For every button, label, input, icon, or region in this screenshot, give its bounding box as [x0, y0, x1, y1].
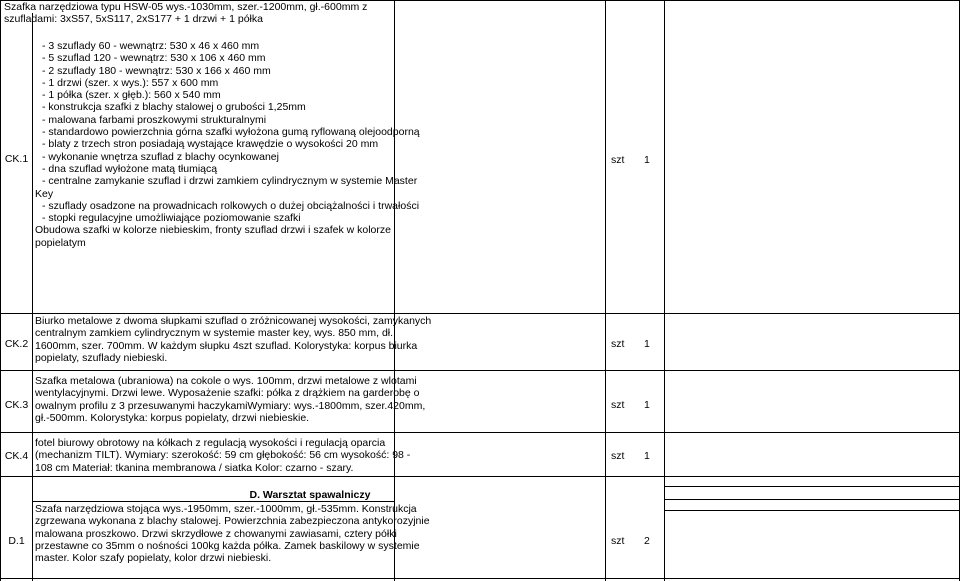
desc-line: master. Kolor szafy popielaty, kolor drzwi niebieski. [35, 552, 272, 565]
desc-line: zgrzewana wykonana z blachy stalowej. Powierzchnia zabezpieczona antykorozyjnie [35, 515, 430, 528]
section-title: D. Warsztat spawalniczy [249, 489, 371, 501]
desc-line: Key [35, 187, 54, 200]
desc-line: - malowana farbami proszkowymi strukturalnymi [42, 113, 267, 126]
item-qty: 1 [644, 450, 650, 462]
col-divider-code [32, 13, 33, 581]
desc-line: - 1 drzwi (szer. x wys.): 557 x 600 mm [42, 76, 219, 89]
desc-line: - stopki regulacyjne umożliwiające poziomowanie szafki [42, 212, 301, 225]
item-code: D.1 [8, 535, 25, 547]
item-description [35, 315, 431, 364]
desc-line: przestawne co 35mm o nośności 100kg każda półka. Zamek baskilowy w systemie [35, 539, 420, 552]
item-qty: 1 [644, 399, 650, 411]
border-bottom [0, 578, 960, 579]
desc-line: - konstrukcja szafki z blachy stalowej o grubości 1,25mm [42, 101, 306, 114]
desc-line: - 1 półka (szer. x głęb.): 560 x 540 mm [42, 89, 221, 102]
desc-line: Szafa narzędziowa stojąca wys.-1950mm, szer.-1000mm, gł.-535mm. Konstrukcja [35, 503, 417, 515]
item-qty: 2 [644, 535, 650, 547]
top-line: Szafka narzędziowa typu HSW-05 wys.-1030mm, szer.-1200mm, gł.-600mm z [4, 1, 368, 13]
desc-line: malowana proszkowo. Drzwi skrzydłowe z chowanymi zawiasami, cztery półki [35, 527, 397, 540]
top-description [4, 1, 367, 26]
right-strip-line [664, 486, 960, 487]
desc-line: - wykonanie wnętrza szuflad z blachy ocynkowanej [42, 150, 279, 163]
desc-line: - blaty z trzech stron posiadają wystające krawędzie o wysokości 20 mm [42, 138, 379, 151]
desc-line: wentylacyjnymi. Drzwi lewe. Wyposażenie szafki: półka z drążkiem na garderobę o [35, 387, 420, 400]
desc-line: fotel biurowy obrotowy na kółkach z regulacją wysokości i regulacją oparcia [35, 437, 386, 449]
desc-line: gł.-500mm. Kolorystyka: korpus popielaty, drzwi niebieskie. [35, 411, 310, 424]
desc-line: Szafka metalowa (ubraniowa) na cokole o wys. 100mm, drzwi metalowe z wlotami [35, 375, 417, 387]
item-qty: 1 [644, 154, 650, 166]
item-unit: szt [611, 338, 625, 350]
desc-line: Obudowa szafki w kolorze niebieskim, fronty szuflad drzwi i szafek w kolorze [35, 224, 391, 237]
row-divider-4 [0, 476, 960, 477]
item-description [35, 375, 425, 424]
desc-line: - 5 szuflad 120 - wewnątrz: 530 x 106 x 460 mm [42, 52, 266, 65]
desc-line: - 3 szuflady 60 - wewnątrz: 530 x 46 x 460 mm [42, 40, 260, 52]
item-description [35, 437, 410, 474]
item-qty: 1 [644, 338, 650, 350]
item-description [35, 503, 430, 564]
item-code: CK.2 [4, 338, 29, 350]
item-unit: szt [611, 399, 625, 411]
desc-line: centralnym zamkiem cylindrycznym w systemie master key, wys. 850 mm, dł. [35, 327, 394, 340]
border-left [0, 0, 1, 581]
desc-line: - dna szuflad wyłożone matą tłumiącą [42, 162, 218, 175]
desc-line: - centralne zamykanie szuflad i drzwi zamkiem cylindrycznym w systemie Master [42, 175, 418, 188]
top-line: szufladami: 3xS57, 5xS117, 2xS177 + 1 drzwi + 1 półka [4, 13, 263, 26]
item-unit: szt [611, 535, 625, 547]
row-divider-3 [0, 432, 960, 433]
right-strip-line [664, 510, 960, 511]
col-divider-unit [605, 0, 606, 581]
desc-line: popielatym [35, 236, 86, 249]
desc-line: - standardowo powierzchnia górna szafki wyłożona gumą ryflowaną olejoodporną [42, 126, 420, 139]
desc-line: owalnym profilu z 3 przesuwanymi haczykamiWymiary: wys.-1800mm, szer.420mm, [35, 399, 426, 412]
right-strip-line [664, 499, 960, 500]
desc-line: - szuflady osadzone na prowadnicach rolkowych o dużej obciążalności i trwałości [42, 199, 420, 212]
desc-line: (mechanizm TILT). Wymiary: szerokość: 59 cm głębokość: 56 cm wysokość: 98 - [35, 449, 411, 462]
item-unit: szt [611, 154, 625, 166]
item-code: CK.1 [4, 153, 29, 165]
item-code: CK.4 [4, 450, 29, 462]
row-divider-2 [0, 370, 960, 371]
desc-line: popielaty, szuflady niebieski. [35, 351, 168, 364]
desc-line: 108 cm Materiał: tkanina membranowa / siatka Kolor: czarno - szary. [35, 461, 354, 474]
row-divider-1 [0, 313, 960, 314]
item-unit: szt [611, 450, 625, 462]
item-description [35, 40, 420, 249]
desc-line: Biurko metalowe z dwoma słupkami szuflad o zróżnicowanej wysokości, zamykanych [35, 315, 432, 327]
item-code: CK.3 [4, 399, 29, 411]
desc-line: - 2 szuflady 180 - wewnątrz: 530 x 166 x 460 mm [42, 64, 271, 77]
desc-line: 1600mm, szer. 700mm. W każdym słupku 4szt szuflad. Kolorystyka: korpus biurka [35, 339, 418, 352]
col-divider-qty [664, 0, 665, 581]
